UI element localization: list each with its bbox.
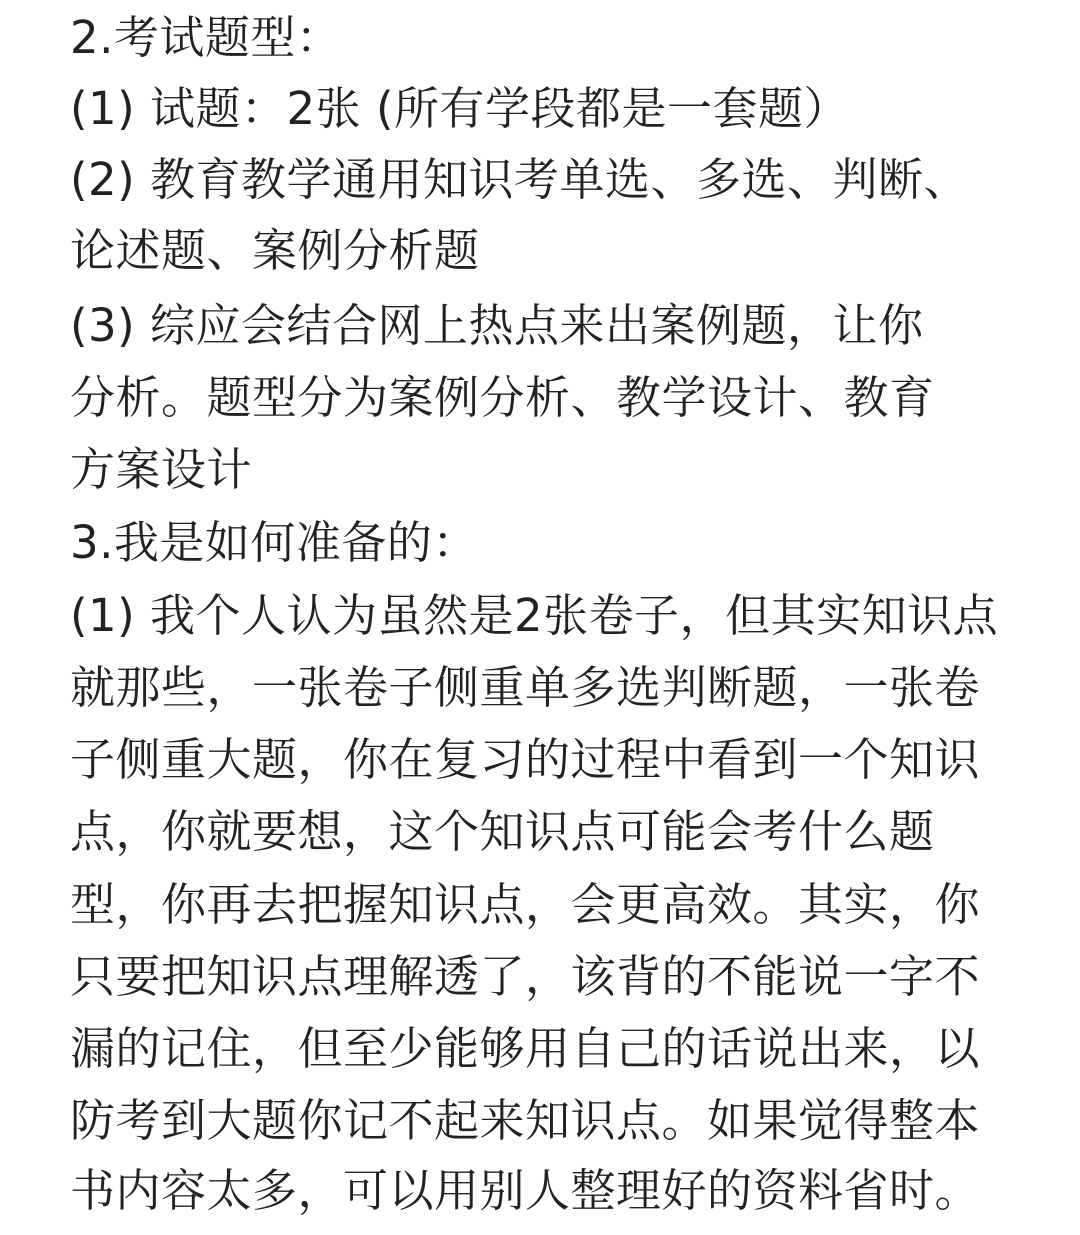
text-line: 就那些，一张卷子侧重单多选判断题，一张卷 [70, 661, 981, 714]
text-line: 子侧重大题，你在复习的过程中看到一个知识 [70, 733, 981, 786]
section-heading-exam-types: 2.考试题型： [70, 11, 342, 64]
text-line: 点，你就要想，这个知识点可能会考什么题 [70, 805, 935, 858]
text-line: 型，你再去把握知识点，会更高效。其实，你 [70, 878, 981, 931]
text-line: 防考到大题你记不起来知识点。如果觉得整本 [70, 1094, 981, 1147]
text-line: (1) 我个人认为虽然是2张卷子，但其实知识点 [70, 589, 999, 642]
text-line: 论述题、案例分析题 [70, 224, 480, 277]
text-line: (1) 试题：2张 (所有学段都是一套题） [70, 82, 850, 135]
text-line: 方案设计 [70, 443, 253, 496]
text-line: 分析。题型分为案例分析、教学设计、教育 [70, 371, 935, 424]
text-line: (3) 综应会结合网上热点来出案例题，让你 [70, 299, 924, 352]
text-line: 书内容太多，可以用别人整理好的资料省时。 [70, 1164, 981, 1217]
text-line: 只要把知识点理解透了，该背的不能说一字不 [70, 950, 981, 1003]
section-heading-preparation: 3.我是如何准备的： [70, 516, 478, 569]
text-line: (2) 教育教学通用知识考单选、多选、判断、 [70, 153, 970, 206]
text-line: 漏的记住，但至少能够用自己的话说出来，以 [70, 1022, 981, 1075]
